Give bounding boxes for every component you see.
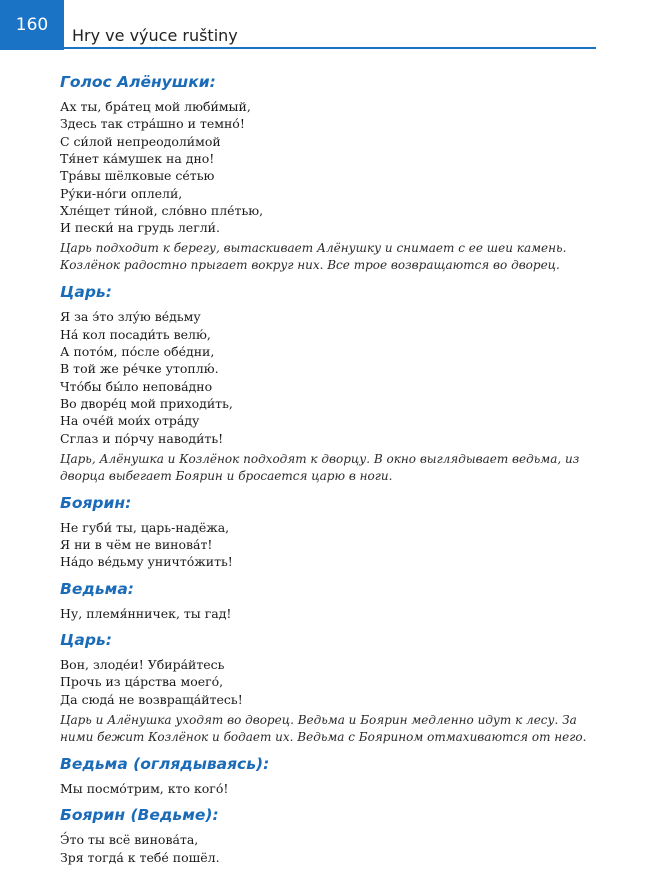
verse-line: Что́бы бы́ло непова́дно [60,378,213,394]
section-tsar-1 [60,284,600,484]
verse-line: Прочь из ца́рства моего́, [60,674,224,690]
verse-line: Тя́нет ка́мушек на дно! [60,150,215,166]
verse-line: Э́то ты всё винова́та, [60,832,199,848]
verse-block [60,780,600,797]
verse-line: Сглаз и по́рчу наводи́ть! [60,430,224,446]
verse-block [60,308,600,446]
verse-line: Тра́вы шёлковые се́тью [60,168,215,184]
verse-block [60,831,600,866]
verse-block [60,656,600,708]
page-number: 160 [15,15,49,35]
verse-line: Не губи́ ты, царь-надёжа, [60,519,230,535]
header-divider [64,47,596,49]
verse-line: Я за э́то злу́ю ве́дьму [60,309,201,325]
section-tsar-2 [60,632,600,746]
verse-line: На оче́й мои́х отра́ду [60,413,200,429]
verse-line: И пески́ на грудь легли́. [60,220,220,236]
page-number-badge [0,0,64,50]
stage-direction: Царь, Алёнушка и Козлёнок подходят к дворцу. В окно выглядывает ведьма, из дворца выбегает Боярин и бросается царю в ноги. [60,451,580,483]
speaker-heading: Боярин (Ведьме): [60,806,219,825]
verse-line: Ру́ки-но́ги оплели́, [60,185,183,201]
verse-line: Здесь так стра́шно и темно́! [60,116,245,132]
verse-line: Ах ты, бра́тец мой люби́мый, [60,99,251,115]
stage-direction: Царь подходит к берегу, вытаскивает Алёнушку и снимает с ее шеи камень. Козлёнок радостно прыгает вокруг них. Все трое возвращаются во дворец. [60,241,567,273]
play-text [60,74,600,876]
verse-line: Мы посмо́трим, кто кого́! [60,781,229,797]
verse-line: Ну, племя́нничек, ты гад! [60,605,232,621]
running-header-title: Hry ve výuce ruštiny [72,26,238,45]
section-witch-1 [60,581,600,622]
verse-line: Вон, злоде́и! Убира́йтесь [60,657,225,673]
verse-line: На́ кол посади́ть велю́, [60,326,211,342]
section-boyarin-2 [60,807,600,866]
verse-line: А пото́м, по́сле обе́дни, [60,344,215,360]
speaker-heading: Боярин: [60,493,132,512]
verse-line: В той же ре́чке утоплю́. [60,361,219,377]
section-witch-2 [60,756,600,797]
verse-block [60,605,600,622]
verse-line: Во дворе́ц мой приходи́ть, [60,395,233,411]
speaker-heading: Ведьма: [60,579,134,598]
stage-direction: Царь и Алёнушка уходят во дворец. Ведьма и Боярин медленно идут к лесу. За ними бежит Козлёнок и бодает их. Ведьма с Боярином отмахиваются от него. [60,713,587,745]
verse-line: Да сюда́ не возвраща́йтесь! [60,691,243,707]
speaker-heading: Ведьма (оглядываясь): [60,755,270,774]
verse-line: Хле́щет ти́ной, сло́вно пле́тью, [60,202,264,218]
section-alyonushka-voice [60,74,600,274]
verse-block [60,98,600,236]
speaker-heading: Царь: [60,283,112,302]
speaker-heading: Голос Алёнушки: [60,73,216,91]
verse-block [60,519,600,571]
section-boyarin-1 [60,495,600,571]
speaker-heading: Царь: [60,631,112,650]
verse-line: С си́лой непреодоли́мой [60,133,221,149]
verse-line: Я ни в чём не винова́т! [60,537,213,553]
verse-line: Зря тогда́ к тебе́ пошёл. [60,849,220,865]
verse-line: На́до ве́дьму уничто́жить! [60,554,233,570]
